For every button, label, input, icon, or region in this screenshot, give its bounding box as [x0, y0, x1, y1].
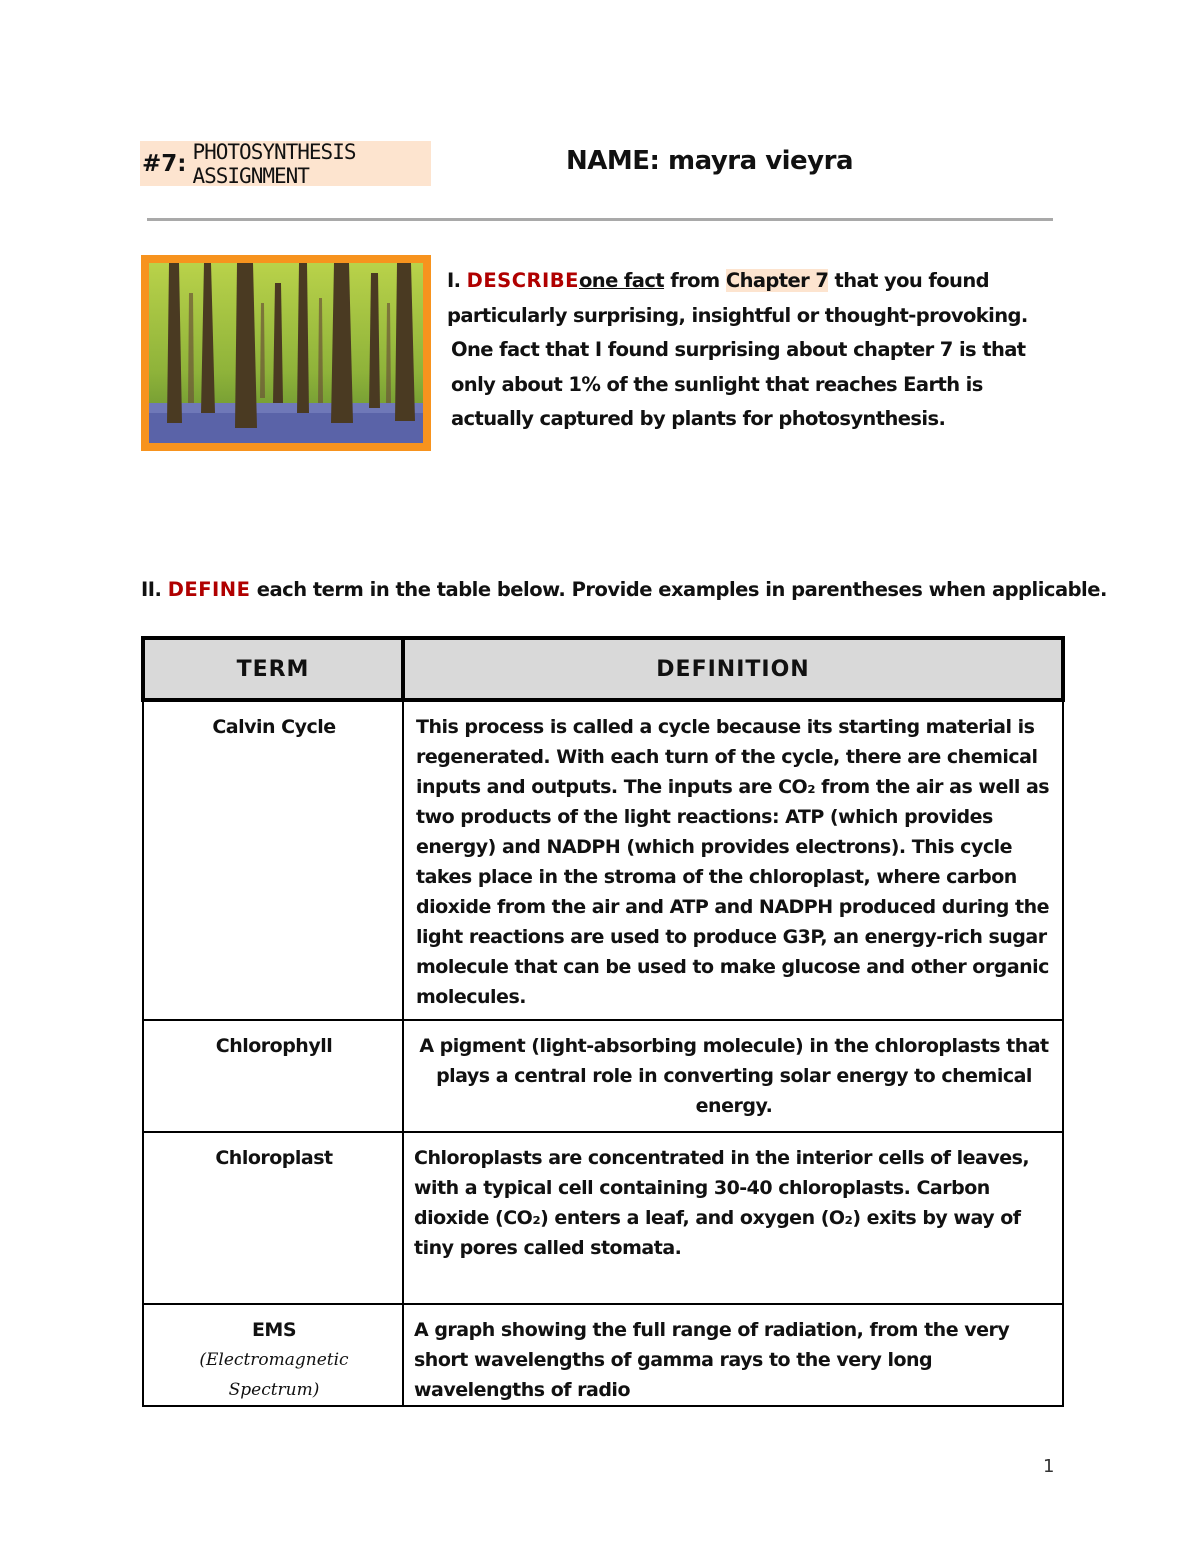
- term-cell: [143, 1304, 403, 1406]
- name-label: NAME:: [566, 146, 660, 176]
- ems-term: EMS: [251, 1319, 297, 1341]
- term-cell: Calvin Cycle: [143, 700, 403, 1020]
- define-prompt: [141, 578, 1107, 601]
- table-row: [143, 1132, 1063, 1304]
- table-header-row: [143, 638, 1063, 700]
- ems-term-subtitle: (Electromagnetic Spectrum): [199, 1350, 349, 1400]
- header-divider: [147, 218, 1053, 221]
- chapter-highlight: Chapter 7: [725, 269, 829, 292]
- describe-rest: that you found particularly surprising, insightful or thought-provoking.: [447, 269, 1028, 327]
- definition-cell: This process is called a cycle because its starting material is regenerated. With each turn of the cycle, there are chemical inputs and outputs. The inputs are CO₂ from the air as well as two products of the light reactions: ATP (which provides energy) and NADPH (which provides electrons). This cycle takes place in the stroma of the chloroplast, where carbon dioxide from the air and ATP and NADPH produced during the light reactions are used to produce G3P, an energy-rich sugar molecule that can be used to make glucose and other organic molecules.: [403, 700, 1063, 1020]
- definition-cell: Chloroplasts are concentrated in the interior cells of leaves, with a typical cell containing 30-40 chloroplasts. Carbon dioxide (CO₂) enters a leaf, and oxygen (O₂) exits by way of tiny pores called stomata.: [403, 1132, 1063, 1304]
- define-rest: each term in the table below. Provide examples in parentheses when applicable.: [256, 578, 1107, 601]
- definition-cell: A pigment (light-absorbing molecule) in the chloroplasts that plays a central role in converting solar energy to chemical energy.: [403, 1020, 1063, 1132]
- assignment-title-text: PHOTOSYNTHESIS ASSIGNMENT: [192, 139, 356, 188]
- assignment-number: #7:: [142, 150, 187, 177]
- forest-photo: [141, 255, 431, 451]
- forest-image: [149, 263, 423, 443]
- name-value: mayra vieyra: [667, 146, 853, 176]
- table-row: [143, 700, 1063, 1020]
- terms-table: [141, 636, 1065, 1407]
- term-header: TERM: [143, 638, 403, 700]
- describe-prompt: [447, 264, 1067, 437]
- definition-header: DEFINITION: [403, 638, 1063, 700]
- define-prefix: II.: [141, 578, 162, 601]
- describe-answer: One fact that I found surprising about chapter 7 is that only about 1% of the sunlight that reaches Earth is actually captured by plants for photosynthesis.: [451, 338, 1026, 430]
- table-row: [143, 1020, 1063, 1132]
- page-number: 1: [1043, 1456, 1055, 1477]
- describe-from: from: [670, 269, 720, 292]
- describe-keyword: DESCRIBE: [466, 269, 579, 292]
- describe-underlined: one fact: [579, 269, 665, 292]
- describe-prefix: I.: [447, 269, 461, 292]
- table-row: [143, 1304, 1063, 1406]
- define-keyword: DEFINE: [167, 578, 251, 601]
- definition-cell: A graph showing the full range of radiation, from the very short wavelengths of gamma rays to the very long wavelengths of radio: [403, 1304, 1063, 1406]
- student-name: [566, 146, 853, 176]
- term-cell: Chlorophyll: [143, 1020, 403, 1132]
- assignment-title: [140, 141, 431, 186]
- term-cell: Chloroplast: [143, 1132, 403, 1304]
